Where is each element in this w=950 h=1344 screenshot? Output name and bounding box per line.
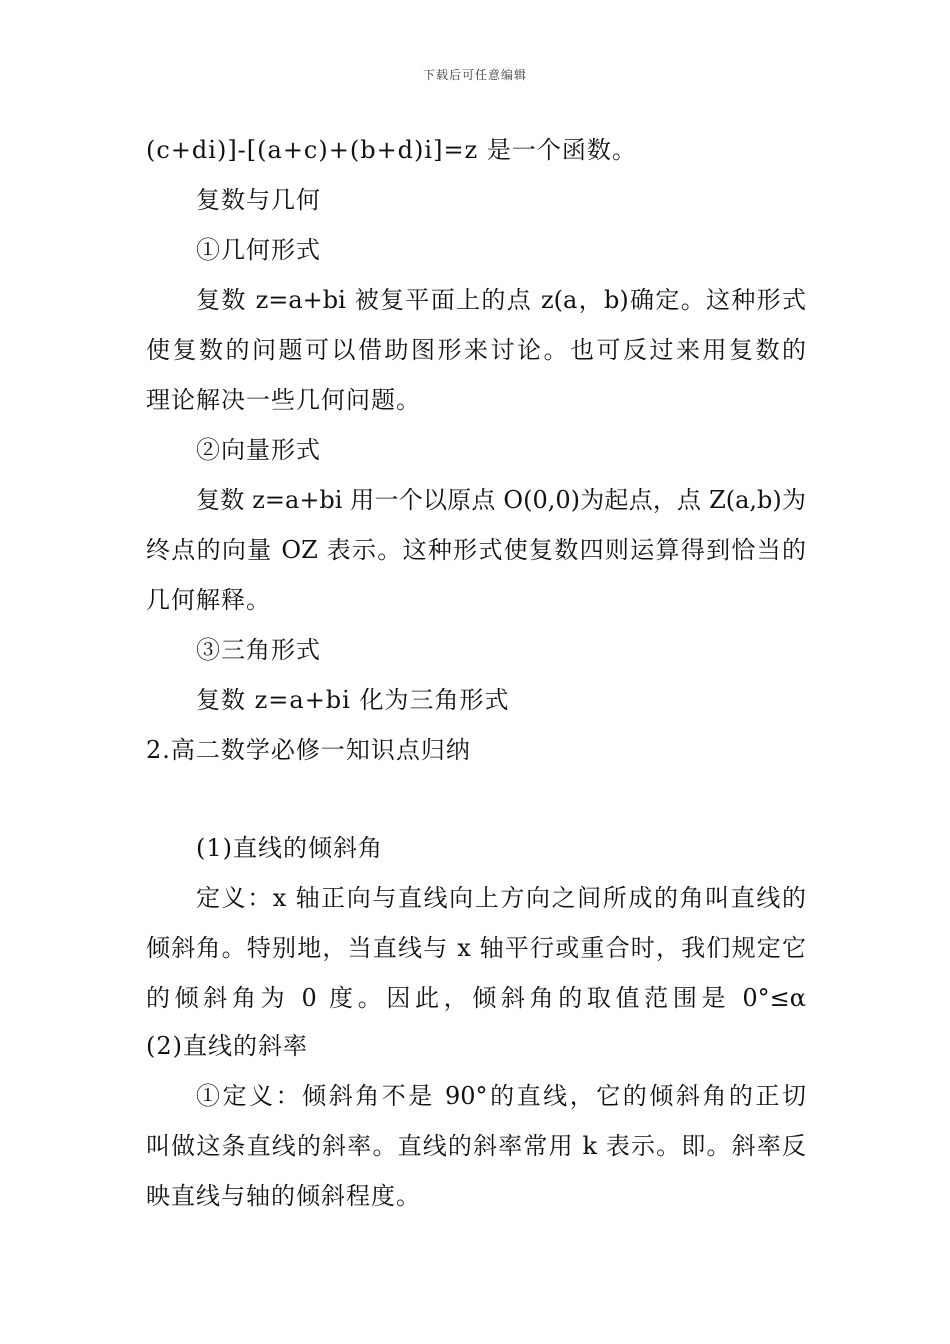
paragraph-geometric-line-2: 使复数的问题可以借助图形来讨论。也可反过来用复数的 [146, 336, 806, 364]
paragraph-inclination-line-2: 倾斜角。特别地，当直线与 x 轴平行或重合时，我们规定它 [146, 934, 806, 962]
heading-geometric-form: ①几何形式 [196, 236, 321, 264]
heading-slope: (2)直线的斜率 [146, 1032, 308, 1060]
heading-trigonometric-form: ③三角形式 [196, 636, 321, 664]
paragraph-inclination-line-3: 的倾斜角为 0 度。因此，倾斜角的取值范围是 0°≤α [146, 984, 806, 1012]
paragraph-geometric-line-3: 理论解决一些几何问题。 [146, 386, 421, 414]
text-line-function: (c+di)]-[(a+c)+(b+d)i]=z 是一个函数。 [146, 136, 637, 164]
paragraph-geometric-line-1: 复数 z=a+bi 被复平面上的点 z(a，b)确定。这种形式 [196, 286, 806, 314]
paragraph-vector-line-1: 复数 z=a+bi 用一个以原点 O(0,0)为起点，点 Z(a,b)为 [196, 486, 806, 514]
paragraph-vector-line-2: 终点的向量 OZ 表示。这种形式使复数四则运算得到恰当的 [146, 536, 806, 564]
page-header-note: 下载后可任意编辑 [422, 68, 527, 82]
heading-inclination-angle: (1)直线的倾斜角 [196, 834, 383, 862]
paragraph-trigonometric: 复数 z=a+bi 化为三角形式 [196, 686, 510, 714]
heading-vector-form: ②向量形式 [196, 436, 321, 464]
paragraph-slope-line-1: ①定义：倾斜角不是 90°的直线，它的倾斜角的正切 [196, 1082, 806, 1110]
paragraph-slope-line-2: 叫做这条直线的斜率。直线的斜率常用 k 表示。即。斜率反 [146, 1132, 806, 1160]
heading-complex-geometry: 复数与几何 [196, 186, 321, 214]
paragraph-vector-line-3: 几何解释。 [146, 586, 271, 614]
paragraph-inclination-line-1: 定义：x 轴正向与直线向上方向之间所成的角叫直线的 [196, 884, 806, 912]
section-heading-knowledge-summary: 2.高二数学必修一知识点归纳 [146, 736, 471, 764]
paragraph-slope-line-3: 映直线与轴的倾斜程度。 [146, 1182, 421, 1210]
